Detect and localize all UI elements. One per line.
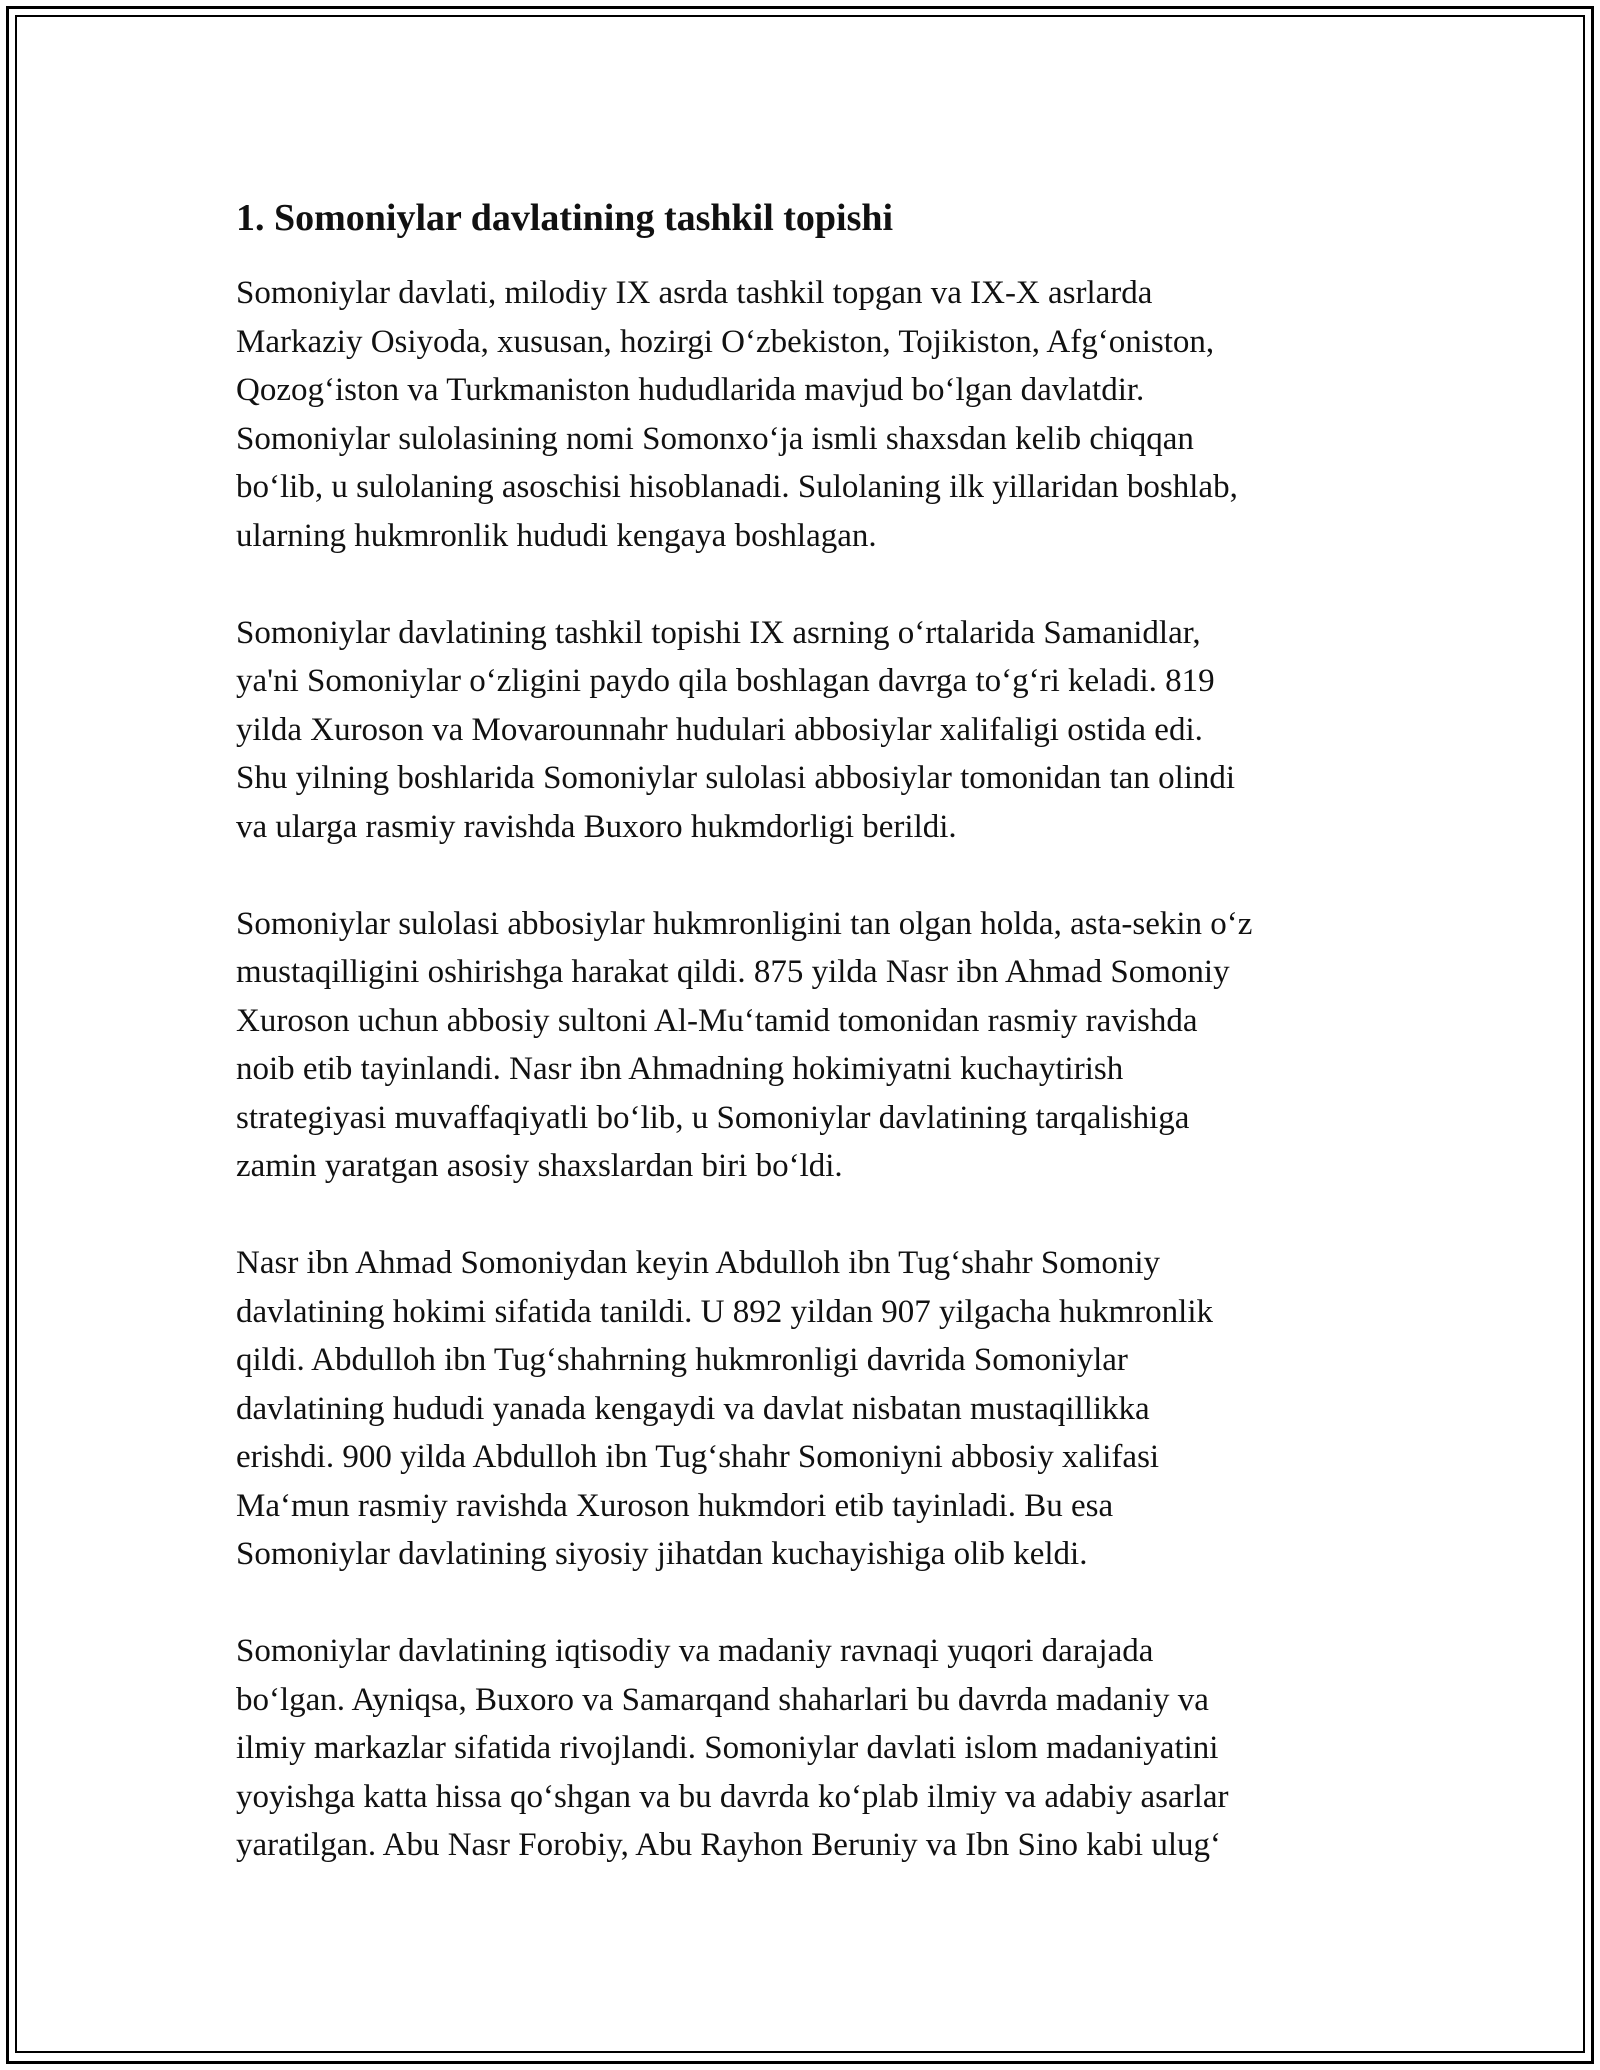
document-body	[236, 180, 1396, 1918]
paragraph-2: Somoniylar davlatining tashkil topishi IX asrning o‘rtalarida Samanidlar, ya'ni Somoniylar o‘zligini paydo qila boshlagan davrga to‘g‘ri keladi. 819 yilda Xuroson va Movarounnahr hudulari abbosiylar xalifaligi ostida edi. Shu yilning boshlarida Somoniylar sulolasi abbosiylar tomonidan tan olindi va ularga rasmiy ravishda Buxoro hukmdorligi berildi.	[236, 614, 1236, 845]
paragraph-3: Somoniylar sulolasi abbosiylar hukmronligini tan olgan holda, asta-sekin o‘z mustaqilligini oshirishga harakat qildi. 875 yilda Nasr ibn Ahmad Somoniy Xuroson uchun abbosiy sultoni Al-Mu‘tamid tomonidan rasmiy ravishda noib etib tayinlandi. Nasr ibn Ahmadning hokimiyatni kuchaytirish strategiyasi muvaffaqiyatli bo‘lib, u Somoniylar davlatining tarqalishiga zamin yaratgan asosiy shaxslardan biri bo‘ldi.	[236, 905, 1253, 1185]
section-heading: 1. Somoniylar davlatining tashkil topishi	[236, 197, 894, 239]
paragraph-5: Somoniylar davlatining iqtisodiy va madaniy ravnaqi yuqori darajada bo‘lgan. Ayniqsa, Buxoro va Samarqand shaharlari bu davrda madaniy va ilmiy markazlar sifatida rivojlandi. Somoniylar davlati islom madaniyatini yoyishga katta hissa qo‘shgan va bu davrda ko‘plab ilmiy va adabiy asarlar yaratilgan. Abu Nasr Forobiy, Abu Rayhon Beruniy va Ibn Sino kabi ulug‘	[236, 1633, 1229, 1864]
paragraph-4: Nasr ibn Ahmad Somoniydan keyin Abdulloh ibn Tug‘shahr Somoniy davlatining hokimi sifatida tanildi. U 892 yildan 907 yilgacha hukmronlik qildi. Abdulloh ibn Tug‘shahrning hukmronligi davrida Somoniylar davlatining hududi yanada kengaydi va davlat nisbatan mustaqillikka erishdi. 900 yilda Abdulloh ibn Tug‘shahr Somoniyni abbosiy xalifasi Ma‘mun rasmiy ravishda Xuroson hukmdori etib tayinladi. Bu esa Somoniylar davlatining siyosiy jihatdan kuchayishiga olib keldi.	[236, 1245, 1214, 1573]
paragraph-1: Somoniylar davlati, milodiy IX asrda tashkil topgan va IX-X asrlarda Markaziy Osiyoda, xususan, hozirgi O‘zbekiston, Tojikiston, Afg‘oniston, Qozog‘iston va Turkmaniston hududlarida mavjud bo‘lgan davlatdir. Somoniylar sulolasining nomi Somonxo‘ja ismli shaxsdan kelib chiqqan bo‘lib, u sulolaning asoschisi hisoblanadi. Sulolaning ilk yillaridan boshlab, ularning hukmronlik hududi kengaya boshlagan.	[236, 275, 1238, 554]
